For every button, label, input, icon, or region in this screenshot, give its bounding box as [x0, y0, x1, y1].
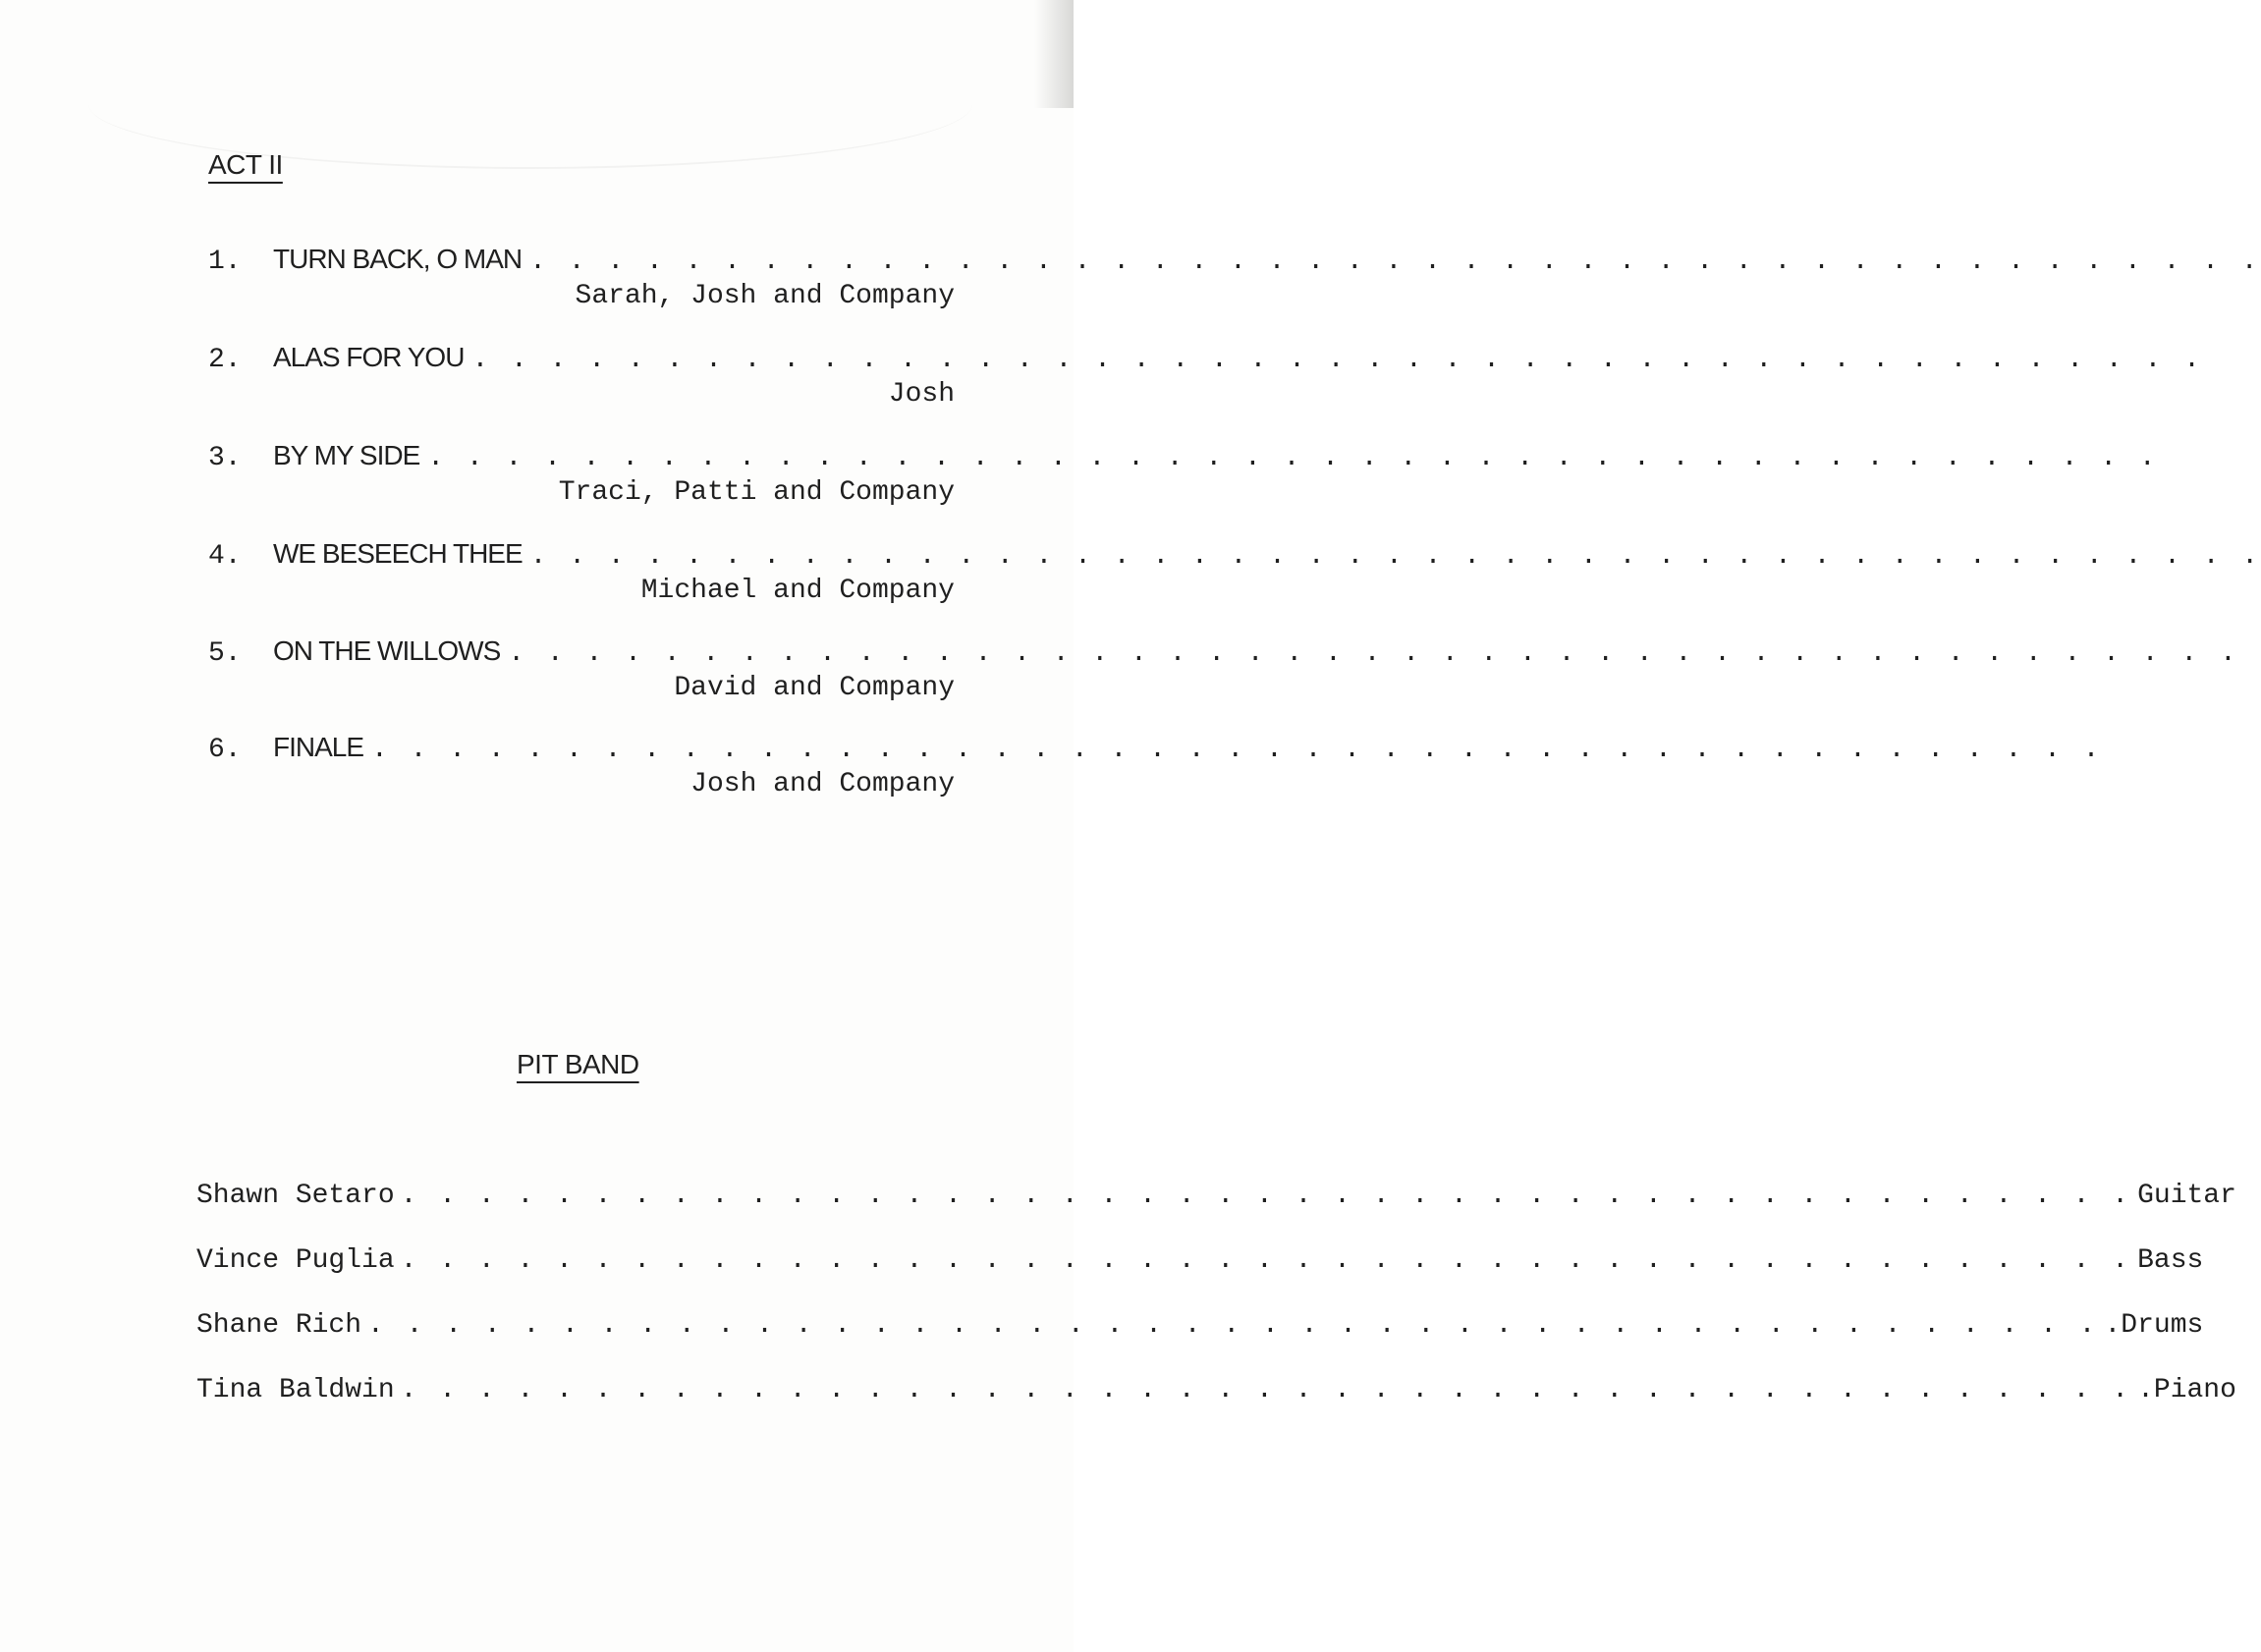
song-cast: Josh: [888, 379, 955, 410]
song-number: 3.: [208, 443, 242, 473]
band-member-instrument: Guitar: [2137, 1181, 2236, 1211]
band-member-row: [196, 1181, 2236, 1220]
song-item: [208, 342, 2203, 420]
song-number: 4.: [208, 541, 242, 572]
song-item: [208, 732, 2103, 810]
song-cast: Sarah, Josh and Company: [575, 281, 955, 311]
dot-leader: . . . . . . . . . . . . . . . . . . . . . . . . . . . . . . . . . . . . . . . . . . . . .: [529, 247, 2261, 277]
song-number: 5.: [208, 638, 242, 669]
song-number: 6.: [208, 735, 242, 765]
band-member-name: Shane Rich: [196, 1310, 362, 1341]
dot-leader: . . . . . . . . . . . . . . . . . . . . . . . . . . . . . . . . . . . . . . . . . . . . .: [400, 1181, 2132, 1211]
song-cast: Traci, Patti and Company: [558, 477, 955, 508]
band-member-name: Vince Puglia: [196, 1245, 395, 1276]
dot-leader: . . . . . . . . . . . . . . . . . . . . . . . . . . . . . . . . . . . . . . . . . . . . .: [400, 1375, 2132, 1405]
band-member-instrument: .Piano: [2137, 1375, 2236, 1405]
band-member-instrument: Bass: [2137, 1245, 2204, 1276]
band-member-row: [196, 1245, 2204, 1285]
song-item: [208, 538, 2261, 617]
song-title: WE BESEECH THEE: [273, 538, 523, 569]
band-member-instrument: .Drums: [2104, 1310, 2204, 1341]
song-item: [208, 244, 2261, 322]
song-item: [208, 635, 2239, 714]
dot-leader: . . . . . . . . . . . . . . . . . . . . . . . . . . . . . . . . . . . . . . . . . . . . .: [400, 1245, 2132, 1276]
act-heading: ACT II: [208, 149, 283, 180]
song-item: [208, 440, 2159, 519]
pit-band-heading: PIT BAND: [517, 1049, 639, 1079]
dot-leader: . . . . . . . . . . . . . . . . . . . . . . . . . . . . . . . . . . . . . . . . . . . . .: [508, 638, 2239, 669]
dot-leader: . . . . . . . . . . . . . . . . . . . . . . . . . . . . . . . . . . . . . . . . . . . . .: [371, 735, 2103, 765]
band-member-row: [196, 1375, 2236, 1414]
song-cast: Michael and Company: [640, 576, 955, 606]
song-number: 1.: [208, 247, 242, 277]
song-cast: Josh and Company: [690, 769, 955, 799]
dot-leader: . . . . . . . . . . . . . . . . . . . . . . . . . . . . . . . . . . . . . . . . . . . . .: [367, 1310, 2099, 1341]
dot-leader: . . . . . . . . . . . . . . . . . . . . . . . . . . . . . . . . . . . . . . . . . . . . .: [529, 541, 2261, 572]
song-number: 2.: [208, 345, 242, 375]
dot-leader: . . . . . . . . . . . . . . . . . . . . . . . . . . . . . . . . . . . . . . . . . . . . .: [427, 443, 2159, 473]
band-member-name: Tina Baldwin: [196, 1375, 395, 1405]
page-edge-shadow: [1034, 0, 1074, 108]
song-cast: David and Company: [674, 673, 955, 703]
song-title: ON THE WILLOWS: [273, 635, 501, 666]
song-title: TURN BACK, O MAN: [273, 244, 523, 274]
band-member-row: [196, 1310, 2204, 1349]
song-title: BY MY SIDE: [273, 440, 420, 470]
dot-leader: . . . . . . . . . . . . . . . . . . . . . . . . . . . . . . . . . . . . . . . . . . . . .: [471, 345, 2203, 375]
band-member-name: Shawn Setaro: [196, 1181, 395, 1211]
song-title: ALAS FOR YOU: [273, 342, 465, 372]
song-title: FINALE: [273, 732, 364, 762]
